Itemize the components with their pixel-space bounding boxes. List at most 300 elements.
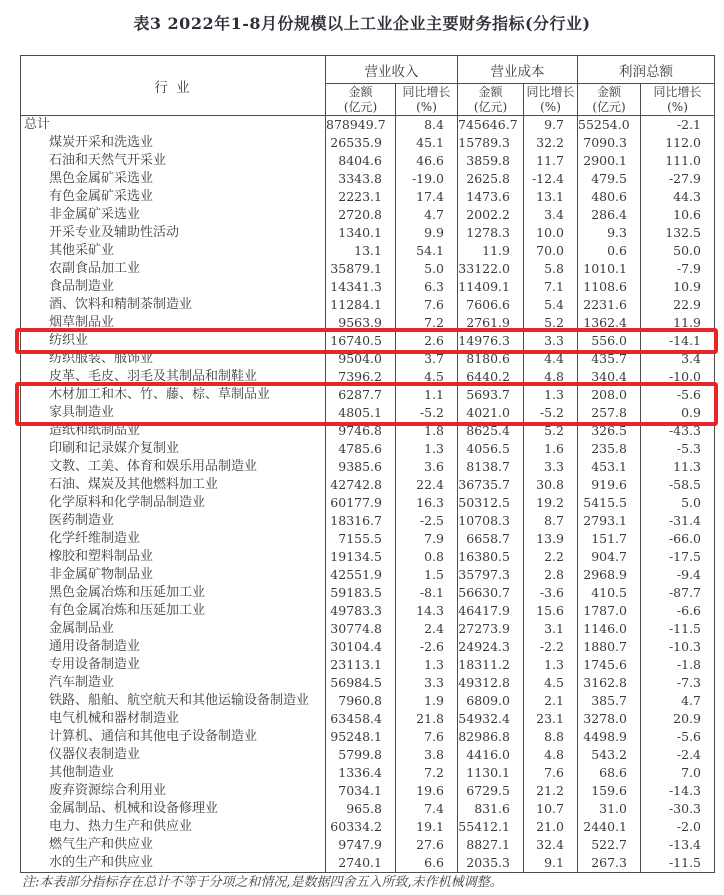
table-row	[21, 368, 715, 386]
value-cell: 7.2	[396, 314, 458, 332]
value-cell: 18316.7	[326, 512, 396, 530]
value-cell: 17.4	[396, 188, 458, 206]
value-cell: 50312.5	[458, 494, 524, 512]
value-cell: 54.1	[396, 242, 458, 260]
subheader-line: (%)	[416, 99, 437, 114]
value-cell: 10.7	[524, 800, 578, 818]
value-cell: 59183.5	[326, 584, 396, 602]
table-row	[21, 764, 715, 782]
value-cell: 11409.1	[458, 278, 524, 296]
industry-name-cell: 橡胶和塑料制品业	[21, 548, 326, 566]
value-cell: 208.0	[578, 386, 641, 404]
table-row	[21, 386, 715, 404]
col-header-industry: 行 业	[21, 56, 326, 116]
value-cell: 0.8	[396, 548, 458, 566]
value-cell: 6809.0	[458, 692, 524, 710]
value-cell: 6658.7	[458, 530, 524, 548]
value-cell: 6287.7	[326, 386, 396, 404]
value-cell: 36735.7	[458, 476, 524, 494]
industry-name-cell: 其他制造业	[21, 764, 326, 782]
value-cell: 8180.6	[458, 350, 524, 368]
value-cell: 1.1	[396, 386, 458, 404]
value-cell: 159.6	[578, 782, 641, 800]
value-cell: 878949.7	[326, 116, 396, 135]
industry-name-cell: 金属制品、机械和设备修理业	[21, 800, 326, 818]
value-cell: 8.8	[524, 728, 578, 746]
value-cell: 2223.1	[326, 188, 396, 206]
value-cell: 11.9	[458, 242, 524, 260]
footnote: 注:本表部分指标存在总计不等于分项之和情况,是数据四舍五入所致,未作机械调整。	[22, 875, 503, 890]
value-cell: 68.6	[578, 764, 641, 782]
value-cell: 55412.1	[458, 818, 524, 836]
industry-name-cell: 石油、煤炭及其他燃料加工业	[21, 476, 326, 494]
value-cell: 33122.0	[458, 260, 524, 278]
value-cell: -13.4	[641, 836, 715, 854]
value-cell: -43.3	[641, 422, 715, 440]
industry-name-cell: 铁路、船舶、航空航天和其他运输设备制造业	[21, 692, 326, 710]
value-cell: 7.6	[396, 728, 458, 746]
table-row	[21, 476, 715, 494]
value-cell: 5.0	[396, 260, 458, 278]
value-cell: -5.6	[641, 386, 715, 404]
table-row	[21, 548, 715, 566]
value-cell: 1.3	[396, 656, 458, 674]
table-row	[21, 584, 715, 602]
value-cell: -87.7	[641, 584, 715, 602]
value-cell: -14.3	[641, 782, 715, 800]
value-cell: 7396.2	[326, 368, 396, 386]
value-cell: 9385.6	[326, 458, 396, 476]
value-cell: 5.2	[524, 314, 578, 332]
value-cell: 30774.8	[326, 620, 396, 638]
value-cell: -14.1	[641, 332, 715, 350]
value-cell: 5.8	[524, 260, 578, 278]
value-cell: 10.9	[641, 278, 715, 296]
table-row	[21, 818, 715, 836]
value-cell: 35797.3	[458, 566, 524, 584]
value-cell: 55254.0	[578, 116, 641, 135]
value-cell: -2.2	[524, 638, 578, 656]
value-cell: 2.1	[524, 692, 578, 710]
value-cell: 2625.8	[458, 170, 524, 188]
value-cell: -30.3	[641, 800, 715, 818]
value-cell: 6440.2	[458, 368, 524, 386]
value-cell: 2.8	[524, 566, 578, 584]
table-row	[21, 800, 715, 818]
value-cell: -11.5	[641, 854, 715, 873]
value-cell: 904.7	[578, 548, 641, 566]
value-cell: 9.7	[524, 116, 578, 135]
table-row	[21, 278, 715, 296]
value-cell: 8.7	[524, 512, 578, 530]
subheader-line: 金额	[478, 85, 503, 100]
value-cell: 3.3	[524, 332, 578, 350]
table-row	[21, 638, 715, 656]
value-cell: 10.6	[641, 206, 715, 224]
subheader-line: (亿元)	[343, 99, 378, 114]
value-cell: 6.6	[396, 854, 458, 873]
value-cell: 1787.0	[578, 602, 641, 620]
value-cell: 7.6	[396, 296, 458, 314]
table-row	[21, 206, 715, 224]
value-cell: 0.6	[578, 242, 641, 260]
value-cell: 8138.7	[458, 458, 524, 476]
value-cell: 3.8	[396, 746, 458, 764]
value-cell: 11.3	[641, 458, 715, 476]
value-cell: -2.0	[641, 818, 715, 836]
industry-name-cell: 石油和天然气开采业	[21, 152, 326, 170]
value-cell: 14341.3	[326, 278, 396, 296]
value-cell: 5799.8	[326, 746, 396, 764]
industry-name-cell: 计算机、通信和其他电子设备制造业	[21, 728, 326, 746]
table-row	[21, 782, 715, 800]
value-cell: -19.0	[396, 170, 458, 188]
value-cell: 8827.1	[458, 836, 524, 854]
subheader-line: 同比增长	[526, 85, 575, 100]
value-cell: 23113.1	[326, 656, 396, 674]
value-cell: 3162.8	[578, 674, 641, 692]
industry-name-cell: 家具制造业	[21, 404, 326, 422]
value-cell: 1.9	[396, 692, 458, 710]
value-cell: 32.4	[524, 836, 578, 854]
value-cell: 63458.4	[326, 710, 396, 728]
industry-name-cell: 纺织业	[21, 332, 326, 350]
value-cell: 480.6	[578, 188, 641, 206]
value-cell: 132.5	[641, 224, 715, 242]
value-cell: 3.3	[396, 674, 458, 692]
value-cell: 3.7	[396, 350, 458, 368]
col-group-total-profit: 利润总额	[578, 56, 715, 84]
value-cell: 7.1	[524, 278, 578, 296]
industry-name-cell: 燃气生产和供应业	[21, 836, 326, 854]
value-cell: 5415.5	[578, 494, 641, 512]
value-cell: -2.1	[641, 116, 715, 135]
industry-name-cell: 医药制造业	[21, 512, 326, 530]
value-cell: 50.0	[641, 242, 715, 260]
value-cell: -7.9	[641, 260, 715, 278]
value-cell: 1146.0	[578, 620, 641, 638]
value-cell: 21.2	[524, 782, 578, 800]
industry-name-cell: 汽车制造业	[21, 674, 326, 692]
industry-name-cell: 电气机械和器材制造业	[21, 710, 326, 728]
value-cell: 45.1	[396, 134, 458, 152]
value-cell: 5.2	[524, 422, 578, 440]
value-cell: 4805.1	[326, 404, 396, 422]
table-row	[21, 134, 715, 152]
header-group-row	[21, 56, 715, 84]
col-subheader-revenue-growth	[396, 84, 458, 116]
table-row	[21, 332, 715, 350]
col-subheader-cost-growth	[524, 84, 578, 116]
value-cell: 2720.8	[326, 206, 396, 224]
value-cell: 3859.8	[458, 152, 524, 170]
value-cell: 18311.2	[458, 656, 524, 674]
subheader-line: 同比增长	[402, 85, 451, 100]
industry-name-cell: 有色金属矿采选业	[21, 188, 326, 206]
value-cell: 340.4	[578, 368, 641, 386]
value-cell: 7090.3	[578, 134, 641, 152]
table-row	[21, 188, 715, 206]
industry-name-cell: 木材加工和木、竹、藤、棕、草制品业	[21, 386, 326, 404]
subheader-line: 同比增长	[653, 85, 702, 100]
value-cell: 22.9	[641, 296, 715, 314]
value-cell: -5.2	[524, 404, 578, 422]
value-cell: 9747.9	[326, 836, 396, 854]
table-row	[21, 404, 715, 422]
value-cell: 0.9	[641, 404, 715, 422]
table-row	[21, 566, 715, 584]
value-cell: 13.1	[326, 242, 396, 260]
value-cell: 20.9	[641, 710, 715, 728]
industry-name-cell: 烟草制品业	[21, 314, 326, 332]
value-cell: -9.4	[641, 566, 715, 584]
table-row	[21, 512, 715, 530]
value-cell: 27.6	[396, 836, 458, 854]
value-cell: 14.3	[396, 602, 458, 620]
value-cell: 7.9	[396, 530, 458, 548]
value-cell: 56984.5	[326, 674, 396, 692]
industry-name-cell: 化学原料和化学制品制造业	[21, 494, 326, 512]
value-cell: -3.6	[524, 584, 578, 602]
value-cell: 8404.6	[326, 152, 396, 170]
table-row	[21, 116, 715, 135]
value-cell: 11.9	[641, 314, 715, 332]
value-cell: 410.5	[578, 584, 641, 602]
table-row	[21, 836, 715, 854]
value-cell: 16380.5	[458, 548, 524, 566]
value-cell: 8625.4	[458, 422, 524, 440]
value-cell: 60177.9	[326, 494, 396, 512]
industry-name-cell: 农副食品加工业	[21, 260, 326, 278]
value-cell: 11.7	[524, 152, 578, 170]
value-cell: 10708.3	[458, 512, 524, 530]
value-cell: 19.2	[524, 494, 578, 512]
value-cell: 7.0	[641, 764, 715, 782]
value-cell: 2968.9	[578, 566, 641, 584]
value-cell: 326.5	[578, 422, 641, 440]
industry-name-cell: 文教、工美、体育和娱乐用品制造业	[21, 458, 326, 476]
value-cell: 3.6	[396, 458, 458, 476]
value-cell: 46417.9	[458, 602, 524, 620]
value-cell: 3278.0	[578, 710, 641, 728]
table-row	[21, 710, 715, 728]
value-cell: 235.8	[578, 440, 641, 458]
value-cell: 4.8	[524, 368, 578, 386]
value-cell: 7.6	[524, 764, 578, 782]
table-row	[21, 674, 715, 692]
value-cell: -5.3	[641, 440, 715, 458]
table-row	[21, 530, 715, 548]
industry-name-cell: 废弃资源综合利用业	[21, 782, 326, 800]
value-cell: 5.4	[524, 296, 578, 314]
value-cell: 11284.1	[326, 296, 396, 314]
value-cell: 70.0	[524, 242, 578, 260]
value-cell: 965.8	[326, 800, 396, 818]
value-cell: 1473.6	[458, 188, 524, 206]
value-cell: 3.4	[641, 350, 715, 368]
industry-name-cell: 非金属矿物制品业	[21, 566, 326, 584]
value-cell: 2740.1	[326, 854, 396, 873]
value-cell: 13.1	[524, 188, 578, 206]
col-subheader-profit-growth	[641, 84, 715, 116]
value-cell: 46.6	[396, 152, 458, 170]
value-cell: 435.7	[578, 350, 641, 368]
table-row	[21, 656, 715, 674]
value-cell: 9504.0	[326, 350, 396, 368]
value-cell: -58.5	[641, 476, 715, 494]
value-cell: 1108.6	[578, 278, 641, 296]
value-cell: 2002.2	[458, 206, 524, 224]
industry-name-cell: 通用设备制造业	[21, 638, 326, 656]
value-cell: -27.9	[641, 170, 715, 188]
industry-name-cell: 皮革、毛皮、羽毛及其制品和制鞋业	[21, 368, 326, 386]
value-cell: 522.7	[578, 836, 641, 854]
value-cell: 56630.7	[458, 584, 524, 602]
value-cell: -17.5	[641, 548, 715, 566]
value-cell: 42742.8	[326, 476, 396, 494]
industry-name-cell: 非金属矿采选业	[21, 206, 326, 224]
value-cell: -66.0	[641, 530, 715, 548]
table-row	[21, 494, 715, 512]
table-row	[21, 170, 715, 188]
value-cell: 15789.3	[458, 134, 524, 152]
value-cell: 7960.8	[326, 692, 396, 710]
industry-name-cell: 纺织服装、服饰业	[21, 350, 326, 368]
value-cell: 9.1	[524, 854, 578, 873]
col-subheader-cost-amount	[458, 84, 524, 116]
value-cell: 2793.1	[578, 512, 641, 530]
value-cell: 32.2	[524, 134, 578, 152]
value-cell: 1.3	[396, 440, 458, 458]
value-cell: 3.1	[524, 620, 578, 638]
value-cell: 2035.3	[458, 854, 524, 873]
value-cell: 35879.1	[326, 260, 396, 278]
value-cell: -11.5	[641, 620, 715, 638]
table-row	[21, 314, 715, 332]
table-row	[21, 242, 715, 260]
value-cell: 286.4	[578, 206, 641, 224]
value-cell: 2.4	[396, 620, 458, 638]
page-title: 表3 2022年1-8月份规模以上工业企业主要财务指标(分行业)	[133, 14, 591, 33]
value-cell: 1.3	[524, 386, 578, 404]
value-cell: 60334.2	[326, 818, 396, 836]
value-cell: 23.1	[524, 710, 578, 728]
industry-name-cell: 酒、饮料和精制茶制造业	[21, 296, 326, 314]
value-cell: 7034.1	[326, 782, 396, 800]
financial-indicators-table	[20, 55, 715, 873]
value-cell: 31.0	[578, 800, 641, 818]
value-cell: 479.5	[578, 170, 641, 188]
value-cell: 9.9	[396, 224, 458, 242]
industry-name-cell: 水的生产和供应业	[21, 854, 326, 873]
value-cell: 2440.1	[578, 818, 641, 836]
value-cell: 19134.5	[326, 548, 396, 566]
value-cell: 21.0	[524, 818, 578, 836]
value-cell: 385.7	[578, 692, 641, 710]
value-cell: 1010.1	[578, 260, 641, 278]
value-cell: 1336.4	[326, 764, 396, 782]
value-cell: 15.6	[524, 602, 578, 620]
industry-name-cell: 开采专业及辅助性活动	[21, 224, 326, 242]
value-cell: 4498.9	[578, 728, 641, 746]
table-row	[21, 224, 715, 242]
value-cell: 1362.4	[578, 314, 641, 332]
value-cell: 2.6	[396, 332, 458, 350]
industry-name-cell: 金属制品业	[21, 620, 326, 638]
table-row	[21, 152, 715, 170]
industry-name-cell: 化学纤维制造业	[21, 530, 326, 548]
value-cell: 3343.8	[326, 170, 396, 188]
value-cell: -10.3	[641, 638, 715, 656]
industry-name-cell: 煤炭开采和洗选业	[21, 134, 326, 152]
industry-name-cell: 其他采矿业	[21, 242, 326, 260]
value-cell: 4416.0	[458, 746, 524, 764]
table-header	[21, 56, 715, 116]
value-cell: 24924.3	[458, 638, 524, 656]
table-row	[21, 440, 715, 458]
table-row	[21, 854, 715, 873]
industry-name-cell: 有色金属冶炼和压延加工业	[21, 602, 326, 620]
table-row	[21, 602, 715, 620]
subheader-line: 金额	[348, 85, 373, 100]
value-cell: 2.2	[524, 548, 578, 566]
industry-name-cell: 电力、热力生产和供应业	[21, 818, 326, 836]
table-row	[21, 692, 715, 710]
value-cell: 831.6	[458, 800, 524, 818]
value-cell: 4785.6	[326, 440, 396, 458]
value-cell: 7155.5	[326, 530, 396, 548]
value-cell: -5.2	[396, 404, 458, 422]
col-group-operating-cost: 营业成本	[458, 56, 578, 84]
value-cell: -12.4	[524, 170, 578, 188]
value-cell: -31.4	[641, 512, 715, 530]
value-cell: 8.4	[396, 116, 458, 135]
col-group-operating-revenue: 营业收入	[326, 56, 458, 84]
table-row	[21, 620, 715, 638]
col-subheader-revenue-amount	[326, 84, 396, 116]
value-cell: 49783.3	[326, 602, 396, 620]
value-cell: 543.2	[578, 746, 641, 764]
value-cell: 10.0	[524, 224, 578, 242]
value-cell: 4.5	[524, 674, 578, 692]
value-cell: 16.3	[396, 494, 458, 512]
value-cell: 82986.8	[458, 728, 524, 746]
table-row	[21, 260, 715, 278]
value-cell: 2761.9	[458, 314, 524, 332]
col-subheader-profit-amount	[578, 84, 641, 116]
value-cell: -8.1	[396, 584, 458, 602]
table-row	[21, 746, 715, 764]
table-row	[21, 458, 715, 476]
value-cell: 4.7	[641, 692, 715, 710]
subheader-line: 金额	[596, 85, 621, 100]
value-cell: 556.0	[578, 332, 641, 350]
value-cell: 1.6	[524, 440, 578, 458]
value-cell: 30.8	[524, 476, 578, 494]
value-cell: 30104.4	[326, 638, 396, 656]
value-cell: -1.8	[641, 656, 715, 674]
industry-name-cell: 造纸和纸制品业	[21, 422, 326, 440]
value-cell: 2231.6	[578, 296, 641, 314]
value-cell: 42551.9	[326, 566, 396, 584]
value-cell: 95248.1	[326, 728, 396, 746]
value-cell: 9.3	[578, 224, 641, 242]
value-cell: 6729.5	[458, 782, 524, 800]
value-cell: 22.4	[396, 476, 458, 494]
value-cell: 4.7	[396, 206, 458, 224]
value-cell: 111.0	[641, 152, 715, 170]
value-cell: 27273.9	[458, 620, 524, 638]
